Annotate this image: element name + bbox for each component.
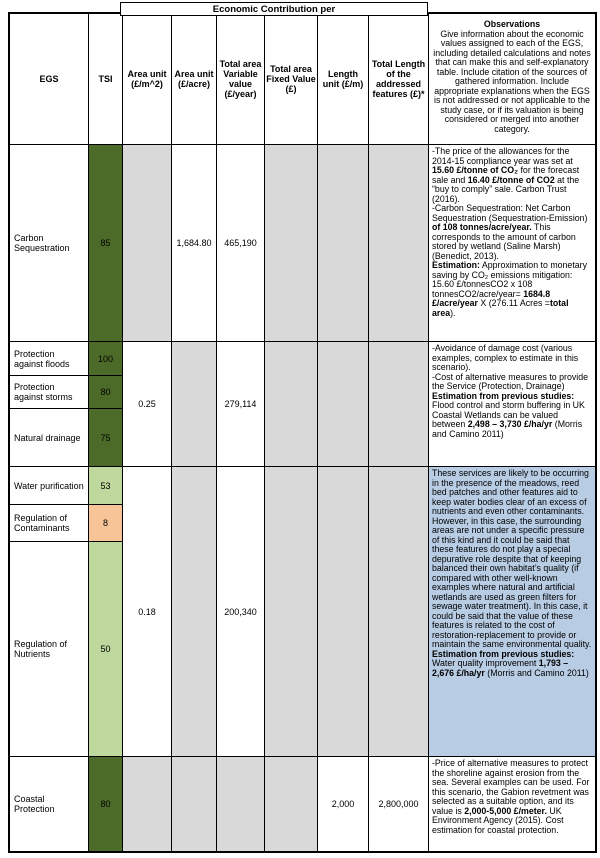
egs-label-regulation-contaminants: Regulation of Contaminants [10, 505, 88, 541]
tsi-value-regulation-contaminants: 8 [89, 505, 122, 541]
area-unit-acre-flood-na [172, 342, 216, 466]
length-unit-water-na [318, 467, 368, 756]
area-unit-acre-water-na [172, 467, 216, 756]
total-area-variable-water-block: 200,340 [217, 467, 264, 756]
egs-label-natural-drainage: Natural drainage [10, 409, 88, 466]
column-header-egs: EGS [10, 14, 88, 144]
length-unit-carbon-na [318, 145, 368, 341]
egs-label-carbon-sequestration: Carbon Sequestration [10, 145, 88, 341]
total-length-carbon-na [369, 145, 428, 341]
area-unit-acre-coastal-na [172, 757, 216, 851]
table-grid [8, 12, 597, 853]
column-header-length-unit: Length unit (£/m) [318, 14, 368, 144]
observations-carbon-sequestration: -The price of the allowances for the 2014-15 compliance year was set at 15.60 £/tonne of CO₂ for the forecast sale and 16.40 £/tonne of CO2 at the “buy to comply” sale. Carbon Trust (2016). -Carbon Sequestration: Net Carbon Sequestration (Sequestration-Emission) of 108 tonnes/acre/year. This corresponds to the amount of carbon stored by wetland (Saline Marsh) (Benedict, 2013). Estimation: Approximation to monetary saving by CO₂ emissions mitigation: 15.60 £/tonnesCO2 x 108 tonnesCO2/acre/year= 1684.8 £/acre/year X (276.11 Acres =total area). [429, 145, 595, 341]
egs-label-protection-storms: Protection against storms [10, 376, 88, 408]
total-length-water-na [369, 467, 428, 756]
observations-water-regulation-highlighted: These services are likely to be occurring in the presence of the meadows, reed bed patches and other features aid to keep water bodies clear of an excess of nutrients and even other contaminants. However, in this case, the surrounding areas are not under a specific pressure of this kind and it could be said that these features do not play a special depurative role despite that of keeping balanced their own habitat’s quality (if compared with other well-known examples where natural and artificial wetlands are used as green filters for sewage water treatment). In this case, it could be said that the value of these features is related to the cost of restoration-replacement to provide or maintain the same environmental quality. Estimation from previous studies: Water quality improvement 1,793 – 2,676 £/ha/yr (Morris and Camino 2011) [429, 467, 595, 756]
column-header-tsi: TSI [89, 14, 122, 144]
total-area-fixed-carbon-na [265, 145, 317, 341]
total-area-variable-carbon: 465,190 [217, 145, 264, 341]
tsi-value-water-purification: 53 [89, 467, 122, 504]
length-unit-coastal: 2,000 [318, 757, 368, 851]
total-area-variable-flood-block: 279,114 [217, 342, 264, 466]
column-header-total-length: Total Length of the addressed features (£)* [369, 14, 428, 144]
egs-label-regulation-nutrients: Regulation of Nutrients [10, 542, 88, 756]
column-header-area-unit-m2: Area unit (£/m^2) [123, 14, 171, 144]
tsi-value-regulation-nutrients: 50 [89, 542, 122, 756]
egs-label-water-purification: Water purification [10, 467, 88, 504]
total-area-fixed-flood-na [265, 342, 317, 466]
total-length-flood-na [369, 342, 428, 466]
egs-label-coastal-protection: Coastal Protection [10, 757, 88, 851]
area-unit-m2-carbon-na [123, 145, 171, 341]
economic-contribution-header: Economic Contribution per [120, 2, 428, 16]
area-unit-acre-carbon: 1,684.80 [172, 145, 216, 341]
column-header-total-area-fixed: Total area Fixed Value (£) [265, 14, 317, 144]
area-unit-m2-coastal-na [123, 757, 171, 851]
egs-label-protection-floods: Protection against floods [10, 342, 88, 375]
column-header-area-unit-acre: Area unit (£/acre) [172, 14, 216, 144]
observations-coastal-protection: -Price of alternative measures to protect the shoreline against erosion from the sea. Several examples can be used. For this scenario, the Gabion revetment was selected as a suitable option, and its value is 2,000-5,000 £/meter. UK Environment Agency (2015). Cost estimation for coastal protection. [429, 757, 595, 851]
total-area-variable-coastal-na [217, 757, 264, 851]
tsi-value-coastal-protection: 80 [89, 757, 122, 851]
tsi-value-carbon-sequestration: 85 [89, 145, 122, 341]
tsi-value-natural-drainage: 75 [89, 409, 122, 466]
observations-column-header: Observations Give information about the economic values assigned to each of the EGS, including detailed calculations and notes that can make this and self-explanatory table. Include citation of the sources of gathered information. Include appropriate explanations when the EGS is not addressed or not applicable to the study case, or if its valuation is being considered or merged into another category. [429, 14, 595, 144]
length-unit-flood-na [318, 342, 368, 466]
tsi-value-protection-storms: 80 [89, 376, 122, 408]
total-area-fixed-water-na [265, 467, 317, 756]
area-unit-m2-water-block: 0.18 [123, 467, 171, 756]
column-header-total-area-variable: Total area Variable value (£/year) [217, 14, 264, 144]
observations-flood-storm-drainage: -Avoidance of damage cost (various examples, complex to estimate in this scenario). -Cost of alternative measures to provide the Service (Protection, Drainage) Estimation from previous studies: Flood control and storm buffering in UK Coastal Wetlands can be valued between 2,498 – 3,730 £/ha/yr (Morris and Camino 2011) [429, 342, 595, 466]
tsi-value-protection-floods: 100 [89, 342, 122, 375]
total-length-coastal: 2,800,000 [369, 757, 428, 851]
total-area-fixed-coastal-na [265, 757, 317, 851]
area-unit-m2-flood-block: 0.25 [123, 342, 171, 466]
